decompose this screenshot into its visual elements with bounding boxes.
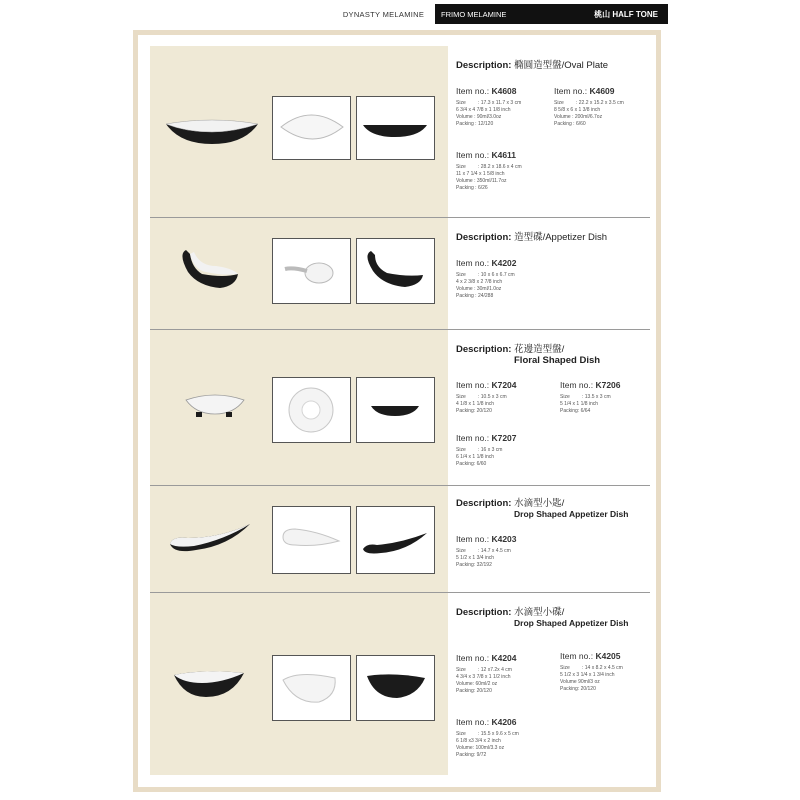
header-brand-frimo: FRIMO MELAMINE <box>441 9 507 19</box>
drop-dish-top-photo <box>272 655 351 721</box>
item-k7206: Item no.: K7206 Size : 13.5 x 3 cm 5 1/4 x 1 1/8 inch Packing: 6/64 <box>560 380 621 414</box>
description-block <box>456 344 646 366</box>
drop-spoon-top-view <box>273 507 350 573</box>
drop-spoon-black-view <box>357 507 434 573</box>
appetizer-dish-side-photo <box>176 246 244 294</box>
drop-spoon-angle-photo <box>356 506 435 574</box>
description-block <box>456 232 646 243</box>
description-block <box>456 498 646 520</box>
item-k7207: Item no.: K7207 Size : 16 x 3 cm 6 1/4 x 1 1/8 inch Packing: 6/60 <box>456 433 517 467</box>
appetizer-dish-black-view <box>357 239 434 303</box>
floral-dish-side-photo <box>182 390 248 420</box>
item-k4203: Item no.: K4203 Size : 14.7 x 4.5 cm 5 1/2 x 1 3/4 inch Packing: 32/192 <box>456 534 517 568</box>
product-section-drop-dish <box>150 593 650 775</box>
description-title: Description: 水滴型小匙/ Drop Shaped Appetizer Dish <box>456 498 629 519</box>
description-title: Description: 橢圓造型盤/Oval Plate <box>456 60 609 71</box>
drop-dish-top-view <box>273 656 350 720</box>
item-k4608: Item no.: K4608 Size : 17.3 x 11.7 x 3 cm 6 3/4 x 4 7/8 x 1 1/8 inch Volume : 90ml/3.0oz Packing : 12/120 <box>456 86 522 127</box>
page-header <box>332 4 668 24</box>
floral-dish-top-photo <box>272 377 351 443</box>
description-title: Description: 造型碟/Appetizer Dish <box>456 232 607 243</box>
drop-spoon-top-photo <box>272 506 351 574</box>
item-k4205: Item no.: K4205 Size : 14 x 8.2 x 4.5 cm 5 1/2 x 3 1/4 x 1 3/4 inch Volume 90ml/3 oz Packing: 20/120 <box>560 651 623 692</box>
appetizer-dish-top-photo <box>272 238 351 304</box>
product-section-drop-spoon <box>150 486 650 593</box>
item-k7204: Item no.: K7204 Size : 10.5 x 3 cm 4 1/8 x 1 1/8 inch Packing: 20/120 <box>456 380 517 414</box>
item-k4611: Item no.: K4611 Size : 28.2 x 18.6 x 4 cm 11 x 7 1/4 x 1 5/8 inch Volume : 350ml/11.7oz Packing : 6/26 <box>456 150 522 191</box>
description-block <box>456 607 646 629</box>
appetizer-dish-top-view <box>273 239 350 303</box>
drop-dish-black-view <box>357 656 434 720</box>
description-title: Description: 水滴型小碟/ Drop Shaped Appetizer Dish <box>456 607 629 628</box>
item-k4204: Item no.: K4204 Size : 12 x7.2x 4 cm 4 3/4 x 3 7/8 x 1 1/2 inch Volume: 60ml/2 oz Packing: 20/120 <box>456 653 517 694</box>
floral-dish-black-view <box>357 378 434 442</box>
drop-dish-angle-photo <box>356 655 435 721</box>
header-brand-dynasty: DYNASTY MELAMINE <box>342 9 425 19</box>
drop-dish-side-photo <box>172 667 246 703</box>
product-section-floral-dish <box>150 330 650 486</box>
header-series-title: 桃山 HALF TONE <box>594 9 658 19</box>
oval-plate-side-photo <box>164 118 260 150</box>
oval-plate-angle-photo <box>356 96 435 160</box>
product-section-appetizer-dish <box>150 218 650 330</box>
item-k4206: Item no.: K4206 Size : 15.5 x 9.6 x 5 cm 6 1/8 x3 3/4 x 2 inch Volume: 100ml/3.3 oz Packing: 9/72 <box>456 717 519 758</box>
item-k4202: Item no.: K4202 Size : 10 x 6 x 6.7 cm 4 x 2 3/8 x 2 7/8 inch Volume : 30ml/1.0oz Packing : 24/288 <box>456 258 517 299</box>
description-block <box>456 60 646 71</box>
oval-plate-top-view <box>273 97 350 159</box>
appetizer-dish-angle-photo <box>356 238 435 304</box>
oval-plate-top-photo <box>272 96 351 160</box>
oval-plate-black-view <box>357 97 434 159</box>
drop-spoon-side-photo <box>166 520 252 558</box>
floral-dish-angle-photo <box>356 377 435 443</box>
header-bar <box>435 4 668 24</box>
description-title: Description: 花邊造型盤/ Floral Shaped Dish <box>456 344 601 366</box>
floral-dish-top-view <box>273 378 350 442</box>
item-k4609: Item no.: K4609 Size : 22.2 x 15.2 x 3.5 cm 8 5/8 x 6 x 1 3/8 inch Volume : 200ml/6.7oz Packing : 6/60 <box>554 86 624 127</box>
product-section-oval-plate <box>150 46 650 218</box>
